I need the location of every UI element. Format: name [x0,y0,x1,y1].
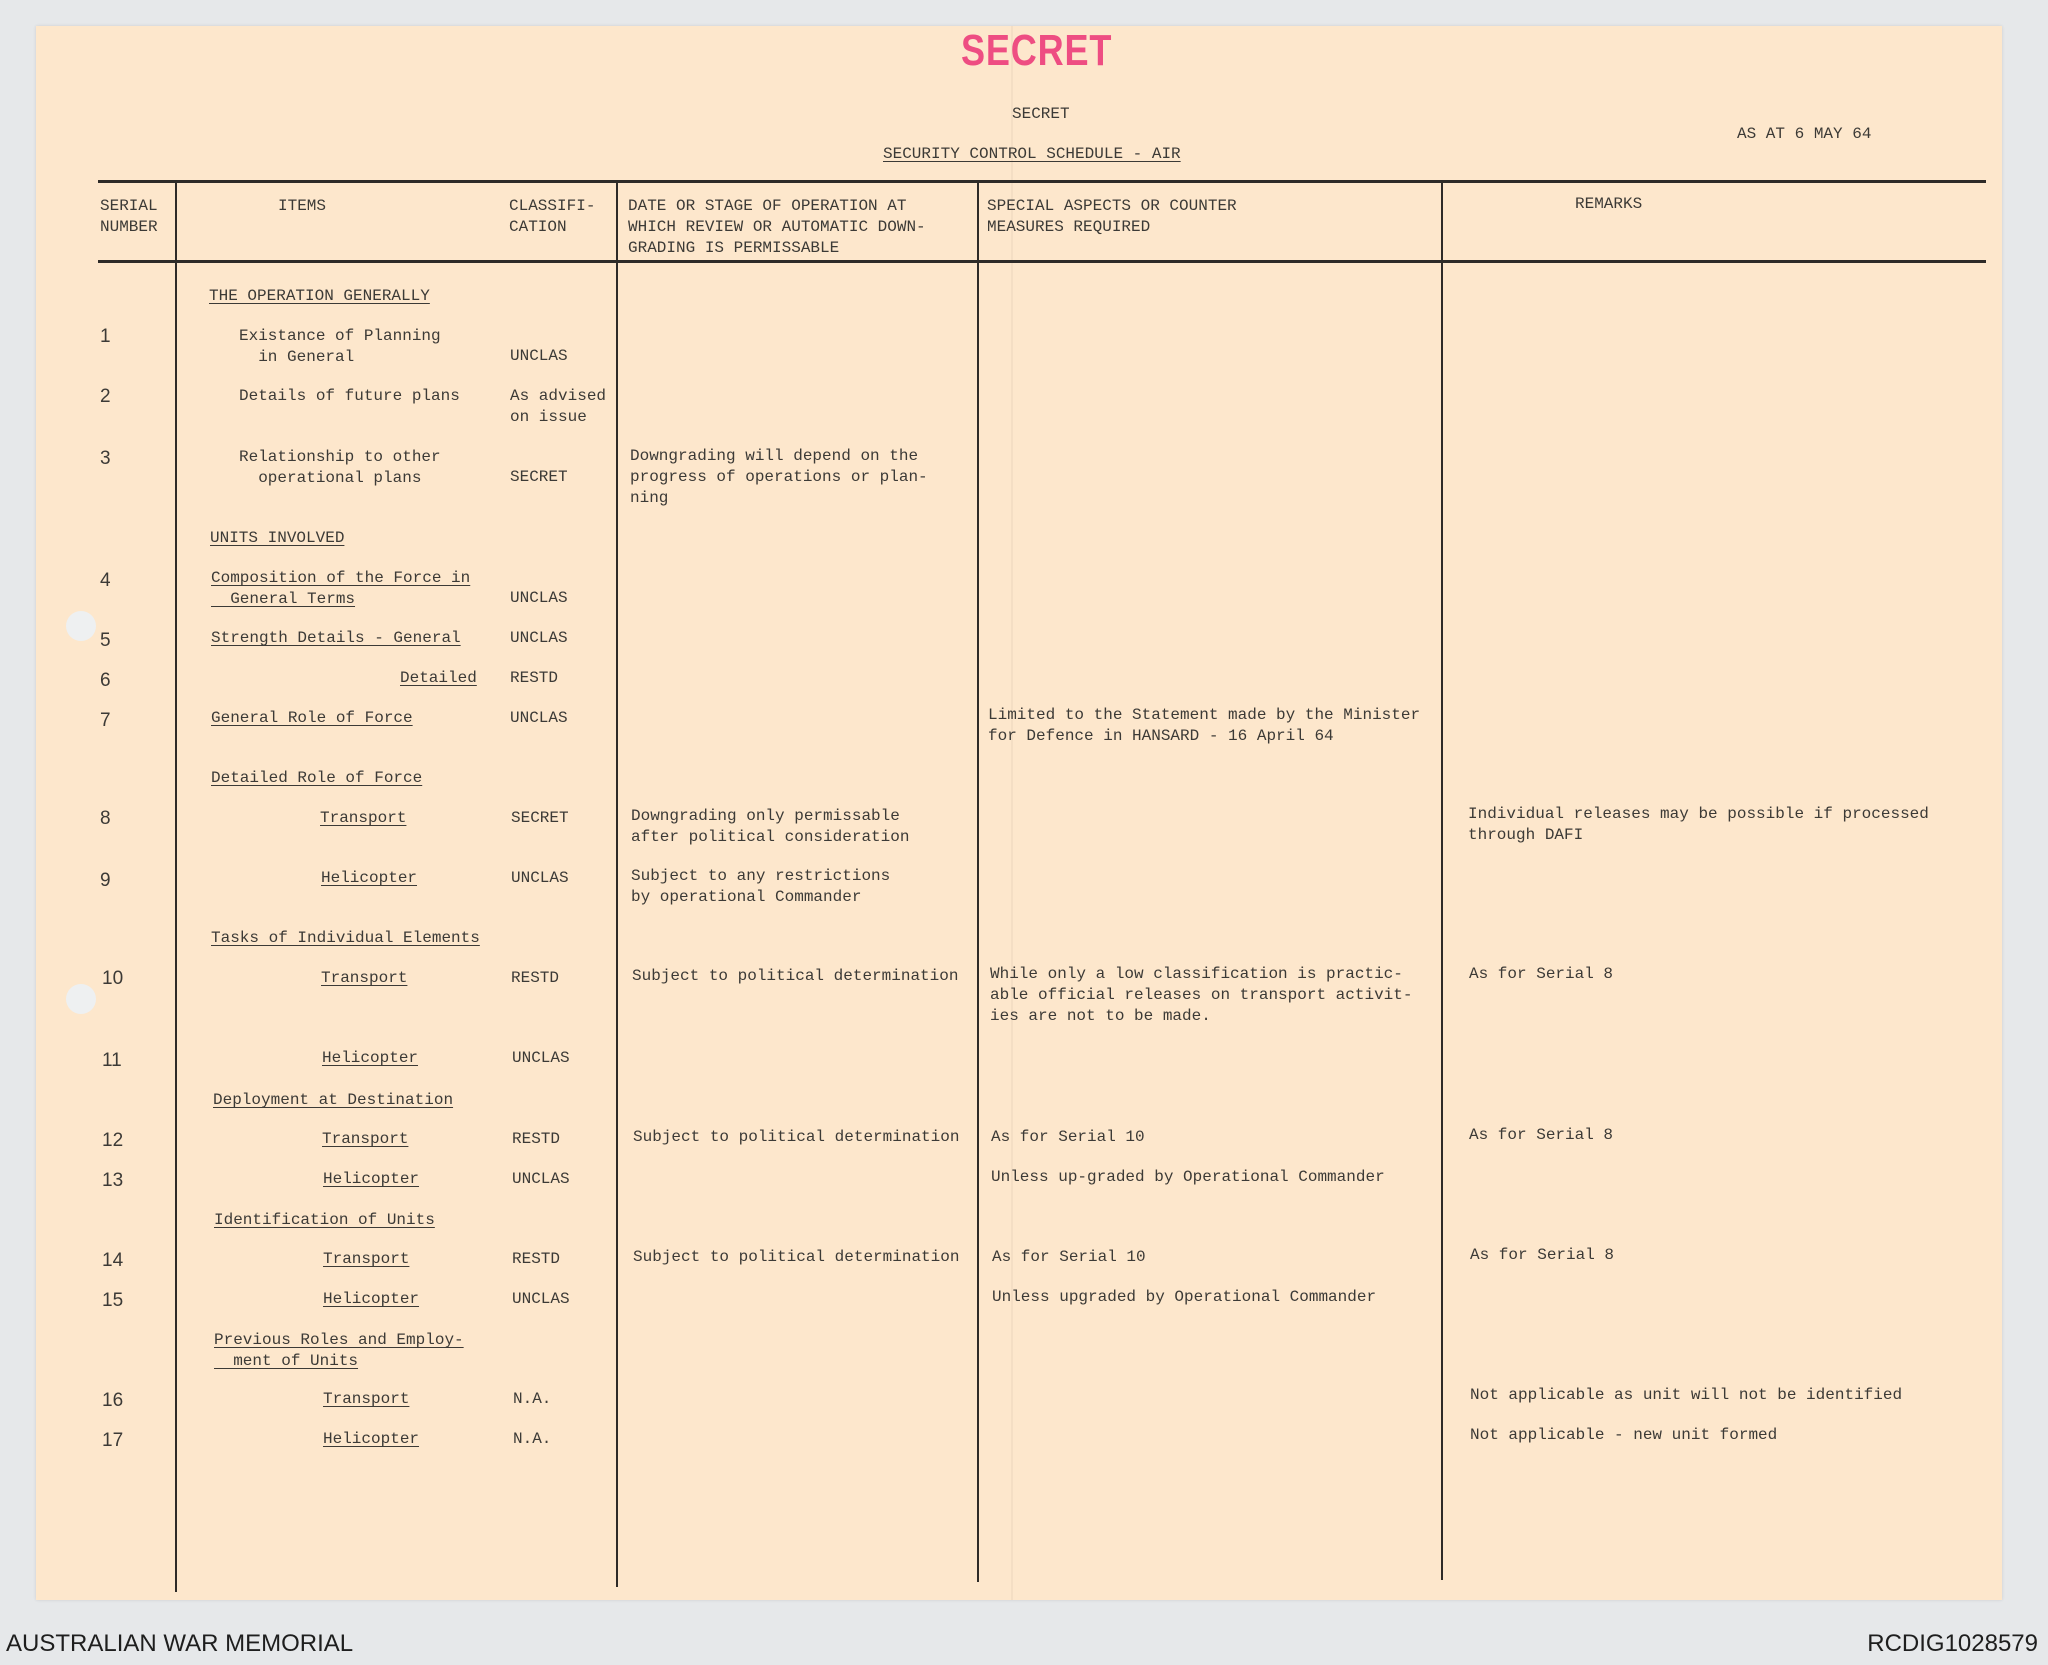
item-text: Details of future plans [239,387,460,405]
special-aspects-text: Unless upgraded by Operational Commander [992,1288,1377,1306]
item-text: Composition of the Force in General Terms [211,569,471,608]
special-aspects-text: Limited to the Statement made by the Minister for Defence in HANSARD - 16 April 64 [988,706,1421,745]
remarks-text: Not applicable as unit will not be identified [1470,1386,1903,1404]
classification-value: N.A. [513,1390,552,1408]
section-heading: THE OPERATION GENERALLY [209,287,430,305]
classification-value: RESTD [512,1130,561,1148]
date-stage-text: Subject to political determination [633,1248,960,1266]
item-text: Strength Details - General [211,629,461,647]
header-date-stage: DATE OR STAGE OF OPERATION AT WHICH REVIEW OR AUTOMATIC DOWN- GRADING IS PERMISSABLE [628,197,926,257]
remarks-text: As for Serial 8 [1469,1126,1614,1144]
classification-value: SECRET [511,809,569,827]
section-heading: Tasks of Individual Elements [211,929,480,947]
item-text: General Role of Force [211,709,413,727]
classification-value: UNCLAS [512,1049,570,1067]
serial-number: 14 [102,1250,124,1271]
header-classification: CLASSIFI- CATION [509,197,596,236]
remarks-text: Not applicable - new unit formed [1470,1426,1778,1444]
item-text: Helicopter [323,1430,420,1448]
section-heading: Identification of Units [214,1211,435,1229]
item-text: Detailed [400,669,477,687]
serial-number: 16 [102,1390,124,1411]
classification-value: RESTD [512,1250,561,1268]
header-bottom-rule [98,260,1986,263]
special-aspects-text: As for Serial 10 [991,1128,1145,1146]
classification-value: UNCLAS [510,589,568,607]
date-stage-text: Subject to political determination [632,967,959,985]
serial-number: 9 [100,870,111,891]
serial-number: 7 [100,710,111,731]
document-date: AS AT 6 MAY 64 [1737,125,1872,143]
header-special-aspects: SPECIAL ASPECTS OR COUNTER MEASURES REQUIRED [987,197,1237,236]
serial-number: 10 [102,968,124,989]
serial-number: 1 [100,326,111,347]
punch-hole [66,611,96,641]
remarks-text: As for Serial 8 [1470,1246,1615,1264]
serial-number: 13 [102,1170,124,1191]
serial-number: 2 [100,386,111,407]
item-text: Transport [322,1130,409,1148]
special-aspects-text: While only a low classification is practic- able official releases on transport activit- ies are not to be made. [990,965,1413,1025]
classification-value: UNCLAS [512,1290,570,1308]
punch-hole [66,984,96,1014]
classification-value: As advised on issue [510,387,607,426]
classification-label: SECRET [1012,105,1070,123]
section-heading: Detailed Role of Force [211,769,423,787]
column-divider [616,182,618,1587]
table-top-rule [98,180,1986,183]
item-text: Relationship to other operational plans [239,448,441,487]
classification-value: UNCLAS [512,1170,570,1188]
serial-number: 15 [102,1290,124,1311]
item-text: Transport [320,809,407,827]
column-divider [175,182,177,1592]
classification-value: UNCLAS [510,629,568,647]
item-text: Helicopter [323,1170,420,1188]
serial-number: 11 [102,1050,122,1071]
date-stage-text: Downgrading only permissable after political consideration [631,807,910,846]
special-aspects-text: As for Serial 10 [992,1248,1146,1266]
footer-record-id: RCDIG1028579 [1867,1630,2038,1657]
header-items: ITEMS [278,197,327,215]
section-heading: Deployment at Destination [213,1091,454,1109]
item-text: Helicopter [321,869,418,887]
classification-value: N.A. [513,1430,552,1448]
serial-number: 4 [100,570,111,591]
remarks-text: As for Serial 8 [1469,965,1614,983]
classification-value: RESTD [510,669,559,687]
footer-institution: AUSTRALIAN WAR MEMORIAL [6,1630,354,1657]
serial-number: 6 [100,670,111,691]
header-serial-number: SERIAL NUMBER [100,197,158,236]
section-heading: Previous Roles and Employ- ment of Units [214,1331,464,1370]
secret-stamp: SECRET [961,26,1113,75]
section-heading: UNITS INVOLVED [210,529,345,547]
item-text: Transport [321,969,408,987]
remarks-text: Individual releases may be possible if processed through DAFI [1468,805,1929,844]
serial-number: 5 [100,630,111,651]
item-text: Helicopter [322,1049,419,1067]
column-divider [977,182,979,1582]
serial-number: 17 [102,1430,124,1451]
item-text: Existance of Planning in General [239,327,441,366]
date-stage-text: Downgrading will depend on the progress of operations or plan- ning [630,447,928,507]
classification-value: UNCLAS [510,347,568,365]
column-divider [1441,182,1443,1580]
date-stage-text: Subject to political determination [633,1128,960,1146]
serial-number: 3 [100,448,111,469]
serial-number: 12 [102,1130,124,1151]
classification-value: UNCLAS [510,709,568,727]
date-stage-text: Subject to any restrictions by operational Commander [631,867,891,906]
item-text: Helicopter [323,1290,420,1308]
item-text: Transport [323,1390,410,1408]
item-text: Transport [323,1250,410,1268]
classification-value: UNCLAS [511,869,569,887]
header-remarks: REMARKS [1575,195,1643,213]
classification-value: RESTD [511,969,560,987]
serial-number: 8 [100,808,111,829]
document-title: SECURITY CONTROL SCHEDULE - AIR [883,145,1181,163]
classification-value: SECRET [510,468,568,486]
special-aspects-text: Unless up-graded by Operational Commander [991,1168,1385,1186]
